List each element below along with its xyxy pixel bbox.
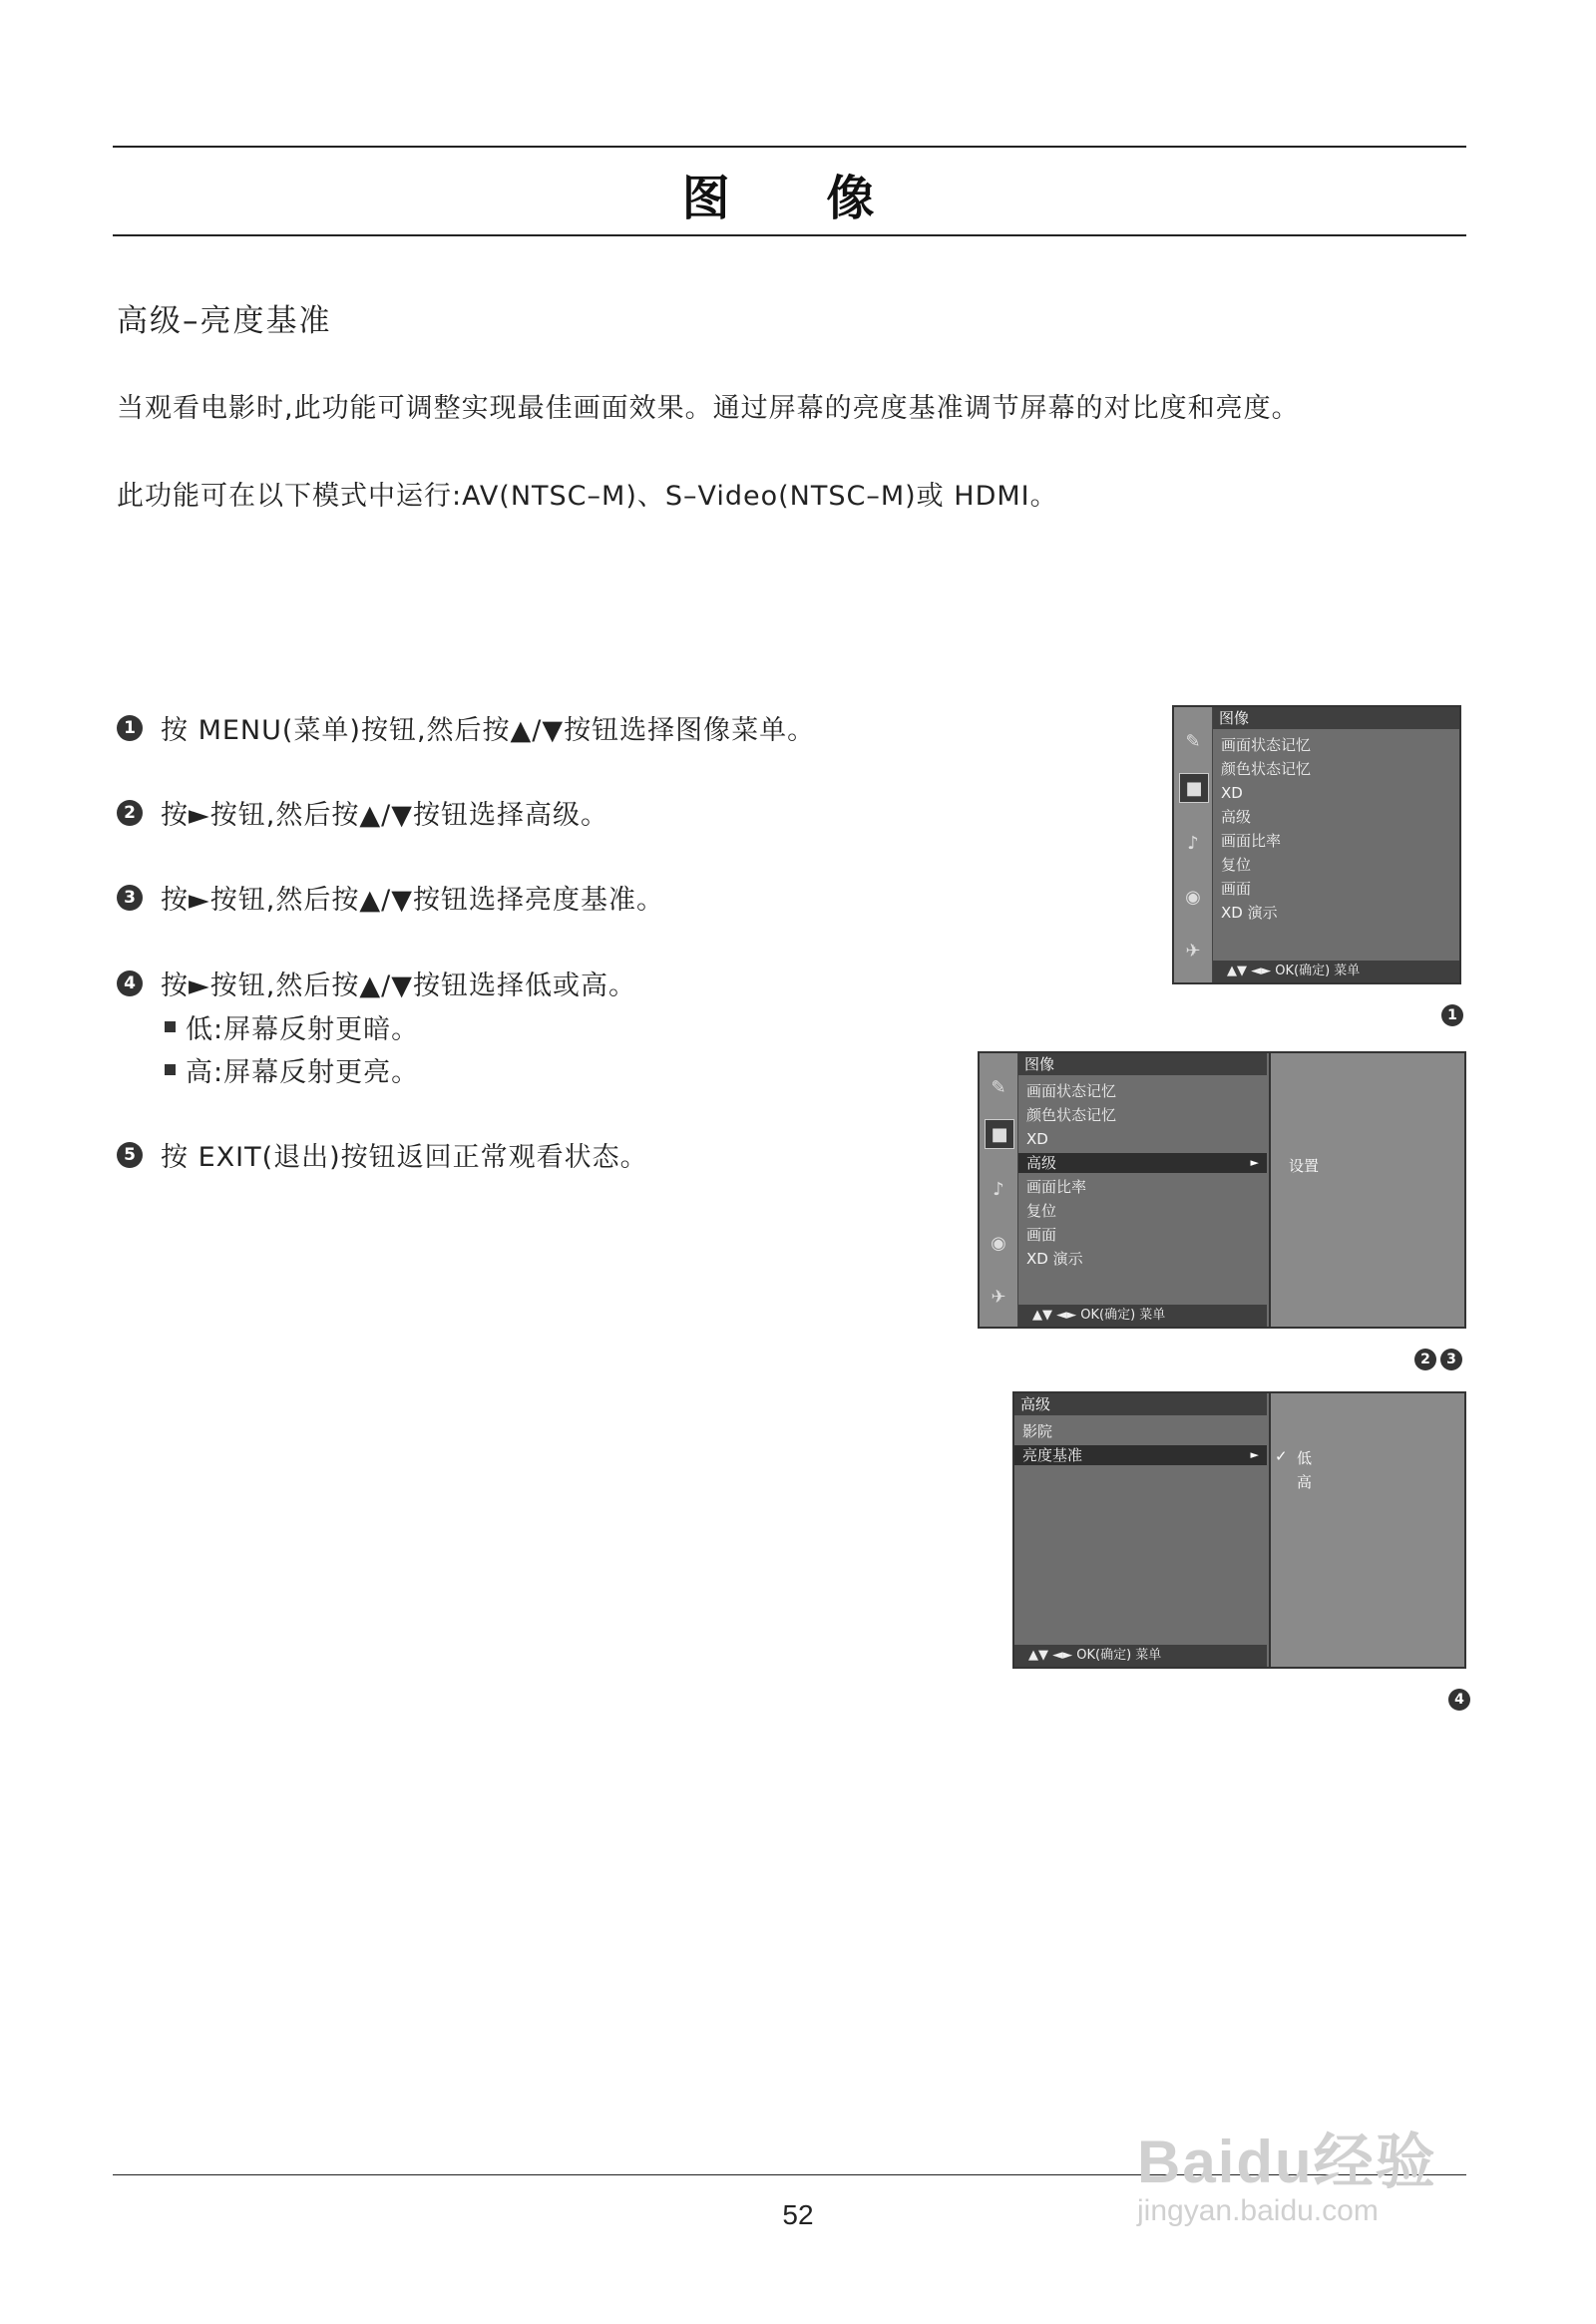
osd-menu-item: XD 演示 [1221,904,1278,922]
osd-submenu-item: 高 [1297,1473,1313,1491]
page-title: 图 像 [681,171,915,226]
top-rule [113,146,1466,148]
osd-menu-item: 影院 [1022,1422,1053,1440]
step-number-badge: 1 [117,715,143,741]
osd-menu-item: 颜色状态记忆 [1026,1106,1117,1124]
osd-menu-item-highlighted [1014,1445,1267,1465]
step-1 [117,708,815,747]
osd-menu-item: 画面比率 [1221,832,1282,850]
intro-paragraph: 当观看电影时,此功能可调整实现最佳画面效果。通过屏幕的亮度基准调节屏幕的对比度和亮度。 [117,393,1300,424]
osd-menu-item: 颜色状态记忆 [1221,760,1312,778]
osd-submenu-panel [1269,1393,1464,1667]
osd-menu-list [1018,1053,1267,1327]
picture-tool-icon: ✎ [991,1076,1006,1098]
osd-menu-item-label: 高级 [1026,1154,1057,1172]
sound-icon: ♪ [993,1178,1004,1200]
osd-menu-item-label: 亮度基准 [1022,1446,1083,1464]
osd-menu-item: 画面状态记忆 [1221,736,1312,754]
osd-footer: ▲▼ ◄► OK(确定) 菜单 [1014,1645,1267,1667]
figure-label-2-3 [1414,1349,1462,1370]
step-text: 按 EXIT(退出)按钮返回正常观看状态。 [161,1142,648,1173]
osd-submenu-item: 设置 [1289,1157,1320,1175]
osd-icon-column [1174,707,1213,982]
step-number-badge: 3 [117,885,143,911]
bullet-high [165,1050,419,1089]
osd-submenu-item: 低 [1297,1449,1313,1467]
osd-menu-item: 画面比率 [1026,1178,1087,1196]
check-icon: ✓ [1275,1447,1288,1465]
osd-picture-menu [1172,705,1461,984]
step-4 [117,964,636,1002]
osd-menu-item: 画面状态记忆 [1026,1082,1117,1100]
bullet-text: 高:屏幕反射更亮。 [186,1057,420,1088]
section-heading: 高级–亮度基准 [117,303,332,339]
square-bullet-icon [165,1021,176,1032]
osd-menu-item: 高级 [1221,808,1252,826]
step-text: 按►按钮,然后按▲/▼按钮选择亮度基准。 [161,885,664,916]
watermark-brand: Baidu经验 [1137,2129,1437,2195]
osd-menu-list [1014,1393,1267,1667]
osd-menu-item: 复位 [1221,856,1252,874]
screen-icon: ■ [985,1119,1014,1149]
osd-menu-item: 画面 [1221,880,1252,898]
right-arrow-icon: ► [1250,1448,1259,1461]
satellite-icon: ✈ [1185,940,1201,962]
watermark-url: jingyan.baidu.com [1137,2194,1379,2227]
bullet-text: 低:屏幕反射更暗。 [186,1014,420,1045]
osd-menu-title: 高级 [1014,1393,1267,1415]
step-number-badge: 2 [117,800,143,826]
step-3 [117,878,664,917]
square-bullet-icon [165,1064,176,1075]
osd-menu-title: 图像 [1018,1053,1267,1075]
osd-menu-item: 画面 [1026,1226,1057,1244]
title-rule [113,234,1466,236]
figure-number-badge: 2 [1414,1349,1436,1370]
step-number-badge: 5 [117,1142,143,1168]
picture-tool-icon: ✎ [1185,730,1201,752]
osd-menu-item: XD [1026,1130,1048,1148]
watermark [1137,2115,1437,2228]
step-2 [117,793,608,832]
figure-number-badge: 1 [1441,1004,1463,1026]
osd-menu-item-highlighted [1018,1153,1267,1173]
right-arrow-icon: ► [1250,1156,1259,1169]
osd-menu-title: 图像 [1213,707,1459,729]
step-number-badge: 4 [117,970,143,996]
figure-label-4 [1448,1689,1470,1711]
bullet-low [165,1007,419,1046]
satellite-icon: ✈ [991,1286,1006,1308]
osd-menu-list [1213,707,1459,982]
page-number: 52 [782,2199,814,2230]
modes-paragraph: 此功能可在以下模式中运行:AV(NTSC–M)、S–Video(NTSC–M)或 HDMI。 [117,481,1058,512]
osd-picture-menu-advanced [978,1051,1466,1329]
osd-menu-item: 复位 [1026,1202,1057,1220]
disc-icon: ◉ [991,1232,1006,1254]
screen-icon: ■ [1179,773,1209,803]
osd-advanced-menu [1012,1391,1466,1669]
sound-icon: ♪ [1187,832,1199,854]
step-text: 按►按钮,然后按▲/▼按钮选择高级。 [161,800,608,831]
osd-menu-item: XD [1221,784,1243,802]
disc-icon: ◉ [1185,886,1201,908]
step-text: 按►按钮,然后按▲/▼按钮选择低或高。 [161,970,636,1001]
osd-menu-item: XD 演示 [1026,1250,1083,1268]
step-5 [117,1135,648,1174]
figure-number-badge: 3 [1440,1349,1462,1370]
osd-footer: ▲▼ ◄► OK(确定) 菜单 [1018,1305,1267,1327]
figure-label-1 [1441,1004,1463,1026]
step-text: 按 MENU(菜单)按钮,然后按▲/▼按钮选择图像菜单。 [161,715,816,746]
osd-icon-column [980,1053,1018,1327]
osd-footer: ▲▼ ◄► OK(确定) 菜单 [1213,961,1459,982]
figure-number-badge: 4 [1448,1689,1470,1711]
osd-submenu-panel [1269,1053,1464,1327]
